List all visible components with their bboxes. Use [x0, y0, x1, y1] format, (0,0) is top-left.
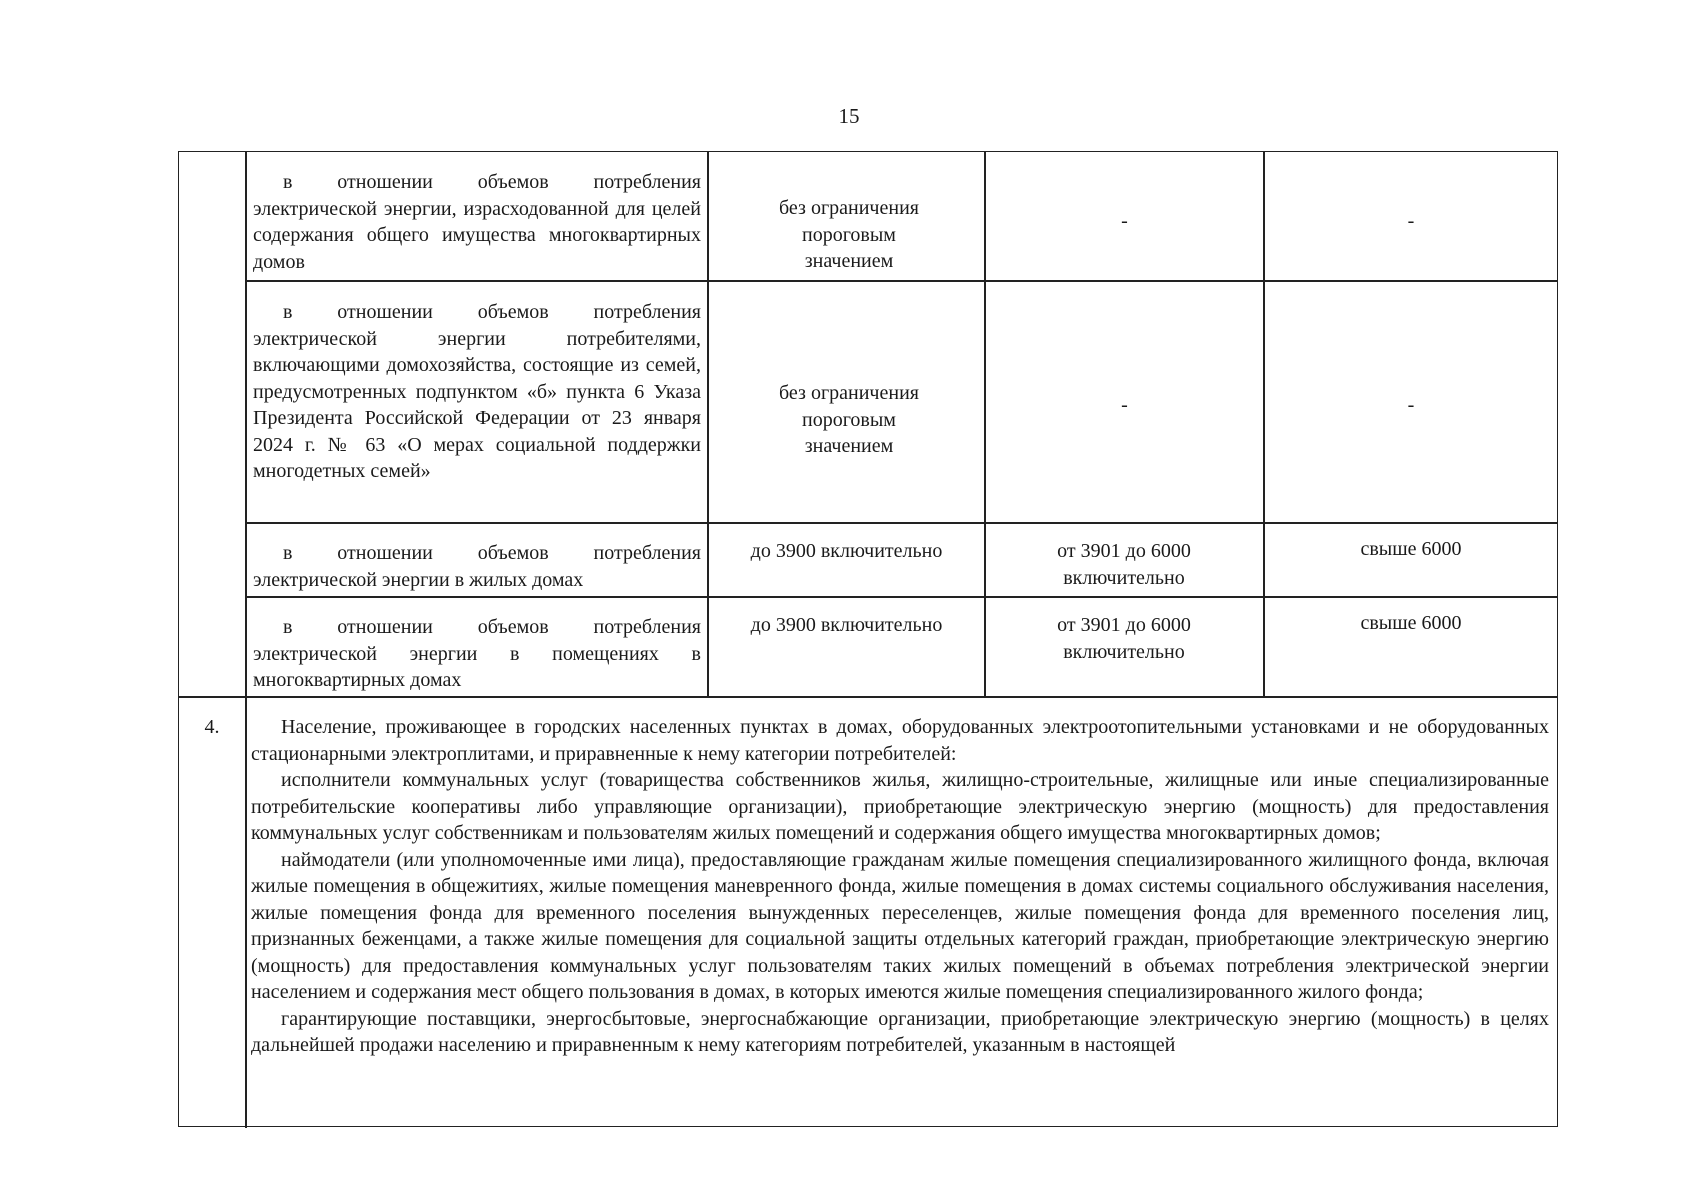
table-row-range1: без ограничения пороговым значением — [779, 382, 919, 457]
table-row-range2: - — [1121, 394, 1128, 416]
section-paragraph: Население, проживающее в городских населенных пунктах в домах, оборудованных электроотопительными установками и не оборудованных стационарными электроплитами, и приравненные к нему категории потребителей: — [251, 716, 1549, 765]
table-row-description: в отношении объемов потребления электрической энергии, израсходованной для целей содержания общего имущества многоквартирных домов — [253, 171, 701, 273]
table-row-range3: свыше 6000 — [1360, 612, 1462, 634]
table-row-range3: - — [1407, 394, 1415, 416]
table-row-range1: до 3900 включительно — [750, 614, 943, 636]
section-paragraph: исполнители коммунальных услуг (товарищества собственников жилья, жилищно-строительные, жилищные или иные специализированные потребительские кооперативы либо управляющие организации), приобретающие электрическую энергию (мощность) для предоставления коммунальных услуг собственникам и пользователям жилых помещений и содержания общего имущества многоквартирных домов; — [251, 769, 1549, 844]
table-row-range2: от 3901 до 6000 включительно — [1057, 614, 1191, 663]
table-row-range1: без ограничения пороговым значением — [779, 197, 919, 272]
table-row-description: в отношении объемов потребления электрической энергии в жилых домах — [253, 542, 701, 591]
table-row-range2: от 3901 до 6000 включительно — [1057, 540, 1191, 589]
table-divider — [245, 596, 1557, 598]
tariff-table — [178, 151, 1558, 1127]
section-number: 4. — [204, 716, 220, 738]
table-row-description: в отношении объемов потребления электрической энергии в помещениях в многоквартирных домах — [253, 616, 701, 691]
table-row-range1: до 3900 включительно — [750, 540, 943, 562]
page-number: 15 — [838, 104, 860, 128]
table-row-range2: - — [1121, 210, 1128, 232]
table-row-range3: свыше 6000 — [1360, 538, 1462, 560]
section-text — [251, 714, 1549, 1059]
section-paragraph: наймодатели (или уполномоченные ими лица), предоставляющие гражданам жилые помещения специализированного жилищного фонда, включая жилые помещения в общежитиях, жилые помещения маневренного фонда, жилые помещения в домах системы социального обслуживания населения, жилые помещения фонда для временного поселения вынужденных переселенцев, жилые помещения фонда для временного поселения лиц, признанных беженцами, а также жилые помещения для социальной защиты отдельных категорий граждан, приобретающие электрическую энергию (мощность) для предоставления коммунальных услуг пользователям таких жилых помещений в объемах потребления электрической энергии населением и содержания мест общего пользования в домах, в которых имеются жилые помещения специализированного жилого фонда; — [251, 848, 1549, 1003]
table-divider — [245, 522, 1557, 524]
table-row-range3: - — [1407, 210, 1415, 232]
table-divider — [179, 696, 1557, 698]
section-paragraph: гарантирующие поставщики, энергосбытовые, энергоснабжающие организации, приобретающие электрическую энергию (мощность) в целях дальнейшей продажи населению и приравненным к нему категориям потребителей, указанным в настоящей — [251, 1007, 1549, 1056]
table-row-description: в отношении объемов потребления электрической энергии потребителями, включающими домохозяйства, состоящие из семей, предусмотренных подпунктом «б» пункта 6 Указа Президента Российской Федерации от 23 января 2024 г. № 63 «О мерах социальной поддержки многодетных семей» — [253, 301, 701, 482]
table-divider — [245, 280, 1557, 282]
